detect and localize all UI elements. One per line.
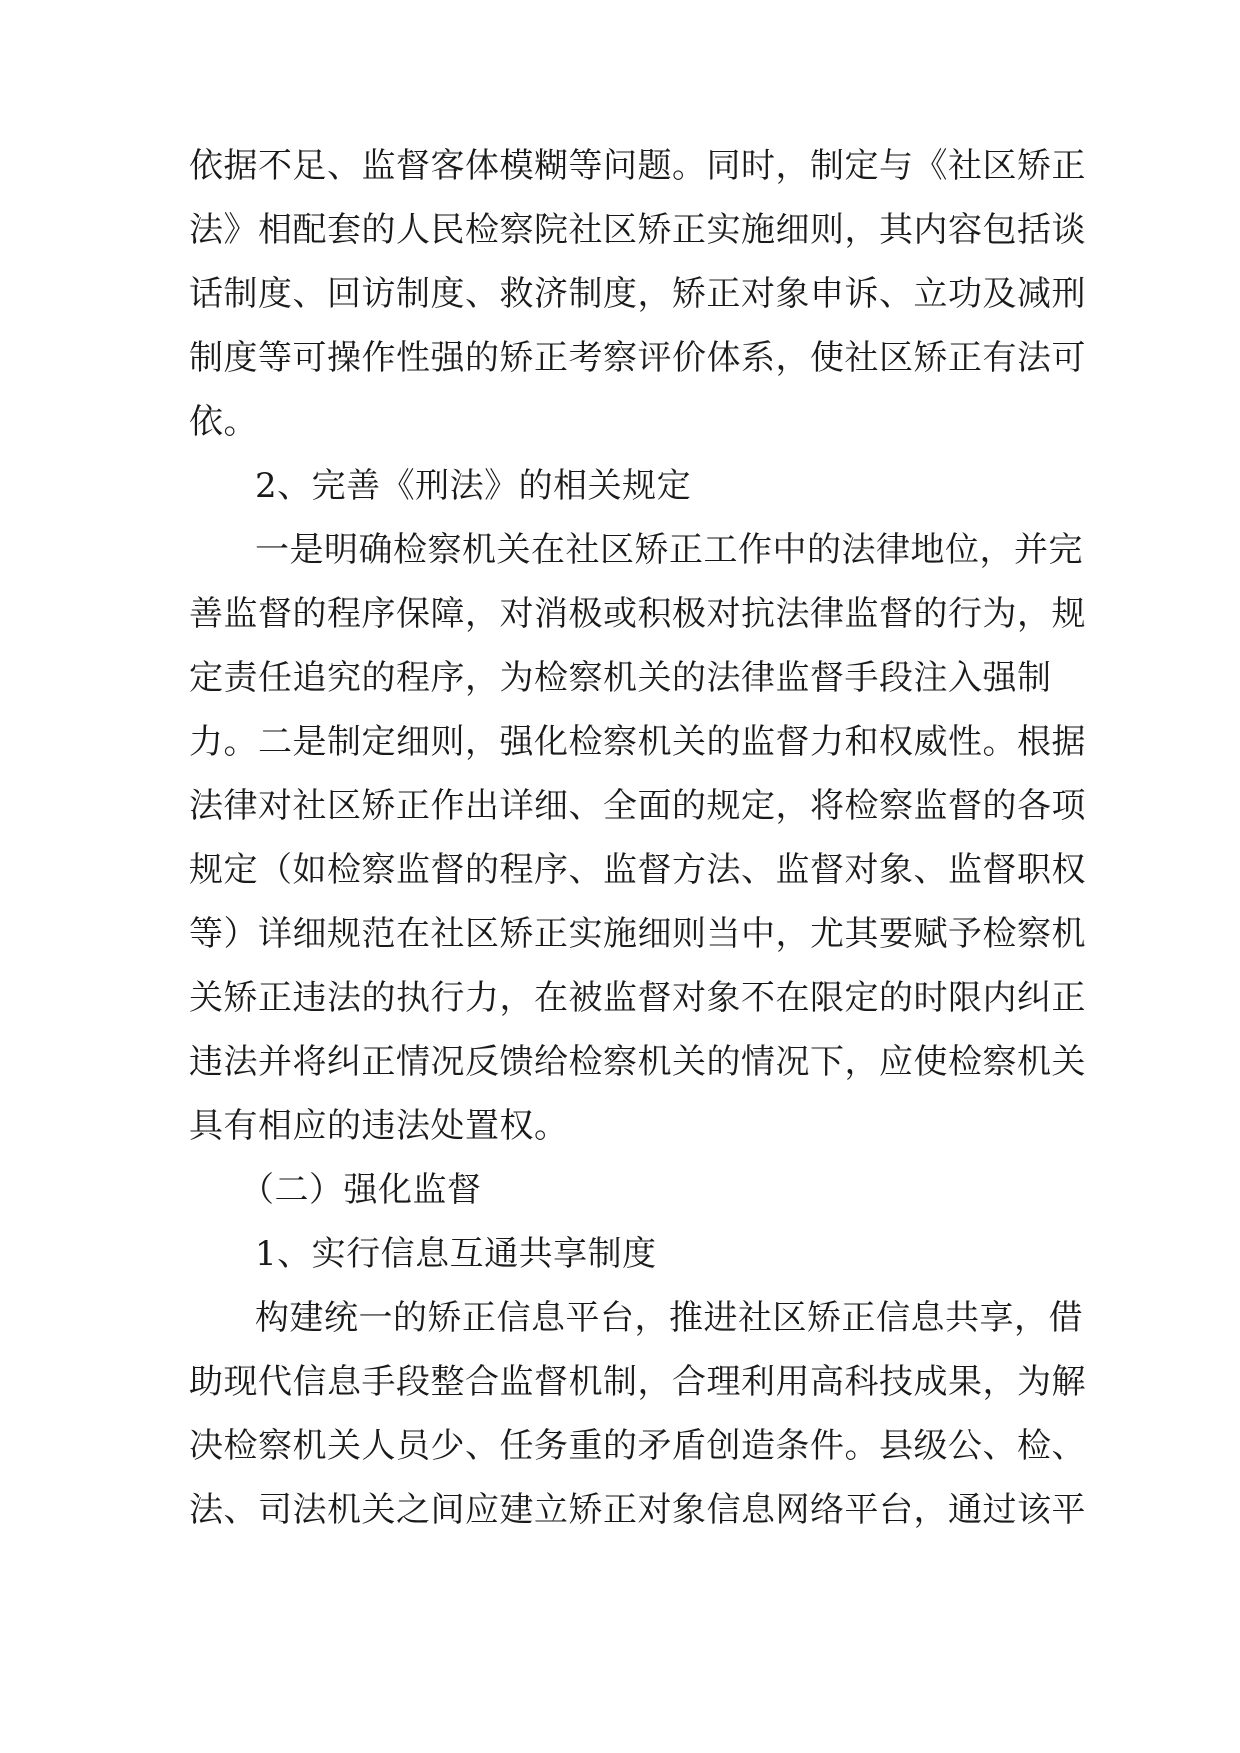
section-heading: （二）强化监督 [240,1170,482,1210]
text-line: 规定（如检察监督的程序、监督方法、监督对象、监督职权 [189,850,1086,890]
text-line: 等）详细规范在社区矫正实施细则当中，尤其要赋予检察机 [189,914,1086,954]
text-line: 法》相配套的人民检察院社区矫正实施细则，其内容包括谈 [189,210,1086,250]
text-line: 力。二是制定细则，强化检察机关的监督力和权威性。根据 [189,722,1086,762]
section-heading: 1、实行信息互通共享制度 [255,1234,657,1274]
text-line: 依据不足、监督客体模糊等问题。同时，制定与《社区矫正 [189,146,1086,186]
text-line: 违法并将纠正情况反馈给检察机关的情况下，应使检察机关 [189,1042,1086,1082]
text-line: 构建统一的矫正信息平台，推进社区矫正信息共享，借 [255,1298,1083,1338]
text-line: 话制度、回访制度、救济制度，矫正对象申诉、立功及减刑 [189,274,1086,314]
text-line: 法、司法机关之间应建立矫正对象信息网络平台，通过该平 [189,1490,1086,1530]
text-line: 制度等可操作性强的矫正考察评价体系，使社区矫正有法可 [189,338,1086,378]
text-line: 具有相应的违法处置权。 [189,1106,569,1146]
text-line: 决检察机关人员少、任务重的矛盾创造条件。县级公、检、 [189,1426,1086,1466]
text-line: 一是明确检察机关在社区矫正工作中的法律地位，并完 [255,530,1083,570]
text-line: 法律对社区矫正作出详细、全面的规定，将检察监督的各项 [189,786,1086,826]
text-line: 定责任追究的程序，为检察机关的法律监督手段注入强制 [189,658,1052,698]
text-line: 依。 [189,402,258,442]
text-line: 善监督的程序保障，对消极或积极对抗法律监督的行为，规 [189,594,1086,634]
section-heading: 2、完善《刑法》的相关规定 [255,466,692,506]
text-line: 助现代信息手段整合监督机制，合理利用高科技成果，为解 [189,1362,1086,1402]
text-line: 关矫正违法的执行力，在被监督对象不在限定的时限内纠正 [189,978,1086,1018]
